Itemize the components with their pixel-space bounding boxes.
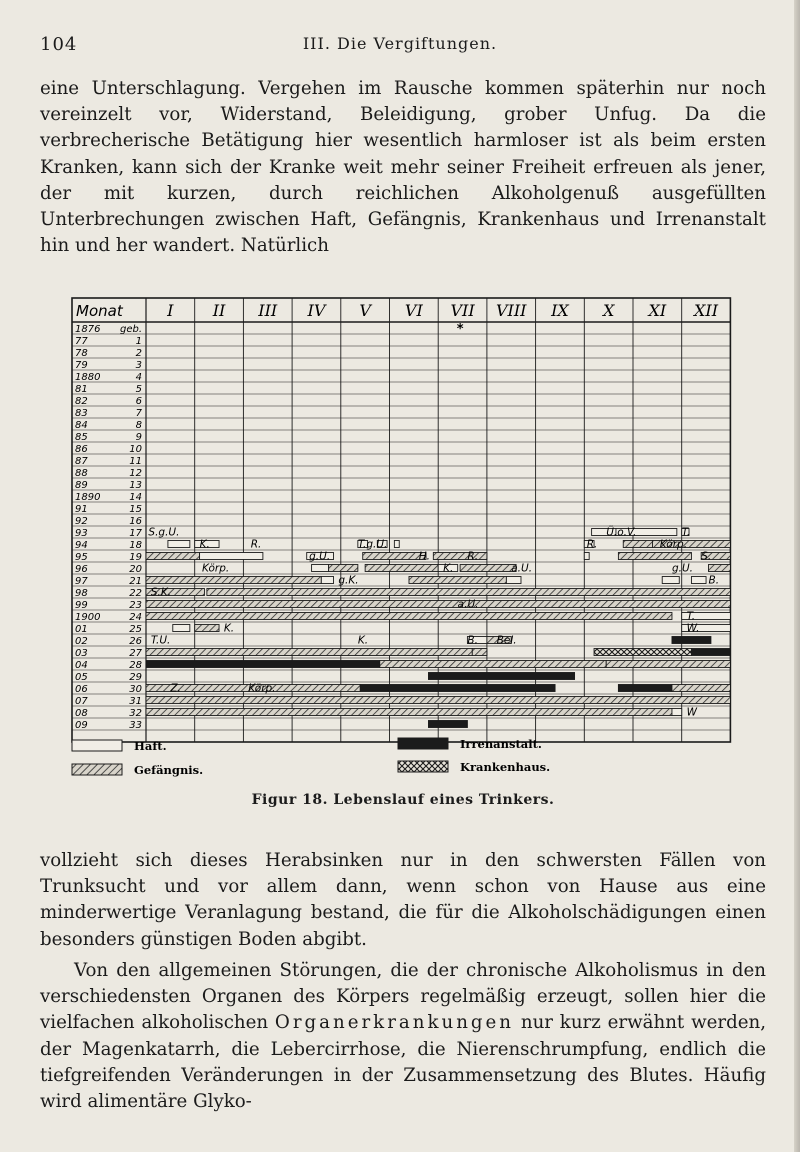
paragraph-3: [40, 958, 766, 1115]
bar-gef: [146, 601, 730, 608]
age-label: 24: [129, 612, 142, 623]
bar-gef: [365, 565, 438, 572]
paragraph-1: eine Unterschlagung. Vergehen im Rausche kommen späterhin nur noch vereinzelt vor, Widerstand, Beleidigung, grober Unfug. Da die verbrecherische Betätigung hier wesentlich harmloser ist als beim ersten Kranken, kann sich der Kranke weit mehr seiner Freiheit erfreuen als jener, der mit kurzen, durch reichlichen Alkoholgenuß ausgefüllten Unterbrechungen zwischen Haft, Gefängnis, Krankenhaus und Irrenanstalt hin und her wandert. Natürlich: [40, 78, 766, 257]
age-label: 32: [129, 708, 142, 719]
year-label: 08: [75, 708, 88, 719]
legend-krankenhaus-swatch: [398, 761, 448, 772]
year-label: 96: [75, 564, 88, 575]
legend-krankenhaus-label: Krankenhaus.: [460, 760, 551, 774]
year-label: 87: [75, 456, 88, 467]
year-label: 92: [75, 516, 88, 527]
year-label: 1900: [75, 612, 101, 623]
bar-haft: [506, 577, 521, 584]
bar-haft: [394, 541, 399, 548]
month-label: V: [359, 301, 371, 320]
bar-kh: [594, 649, 691, 656]
month-label: I: [167, 301, 174, 320]
bar-gef: [606, 661, 730, 668]
age-label: 16: [129, 516, 142, 527]
bar-gef: [195, 625, 219, 632]
month-label: XII: [694, 301, 719, 320]
chart-grid: [72, 298, 730, 742]
age-label: 21: [129, 576, 142, 587]
age-label: 12: [129, 468, 142, 479]
annotation-label: S.K.: [150, 586, 172, 599]
year-label: 99: [75, 600, 88, 611]
annotation-label: g.U.: [671, 562, 693, 575]
year-label: 81: [75, 384, 88, 395]
birth-marker: *: [456, 322, 464, 337]
age-label: 17: [129, 528, 142, 539]
annotation-label: Körp.: [202, 562, 230, 575]
age-label: 8: [135, 420, 142, 431]
annotation-label: K.: [357, 634, 369, 647]
year-label: 95: [75, 552, 88, 563]
year-label: 86: [75, 444, 88, 455]
year-label: 79: [75, 360, 88, 371]
age-label: 3: [135, 360, 142, 371]
bar-haft: [691, 577, 706, 584]
annotation-label: B.: [467, 634, 478, 647]
age-label: 6: [135, 396, 142, 407]
annotation-label: W: [686, 706, 697, 719]
age-label: 23: [129, 600, 142, 611]
year-label: 84: [75, 420, 88, 431]
age-label: 15: [129, 504, 142, 515]
bar-gef: [472, 649, 487, 656]
annotation-label: K.: [223, 622, 235, 635]
bar-haft: [312, 565, 329, 572]
page-number: 104: [40, 34, 78, 55]
age-label: 25: [129, 624, 142, 635]
annotation-label: B.: [708, 574, 720, 587]
year-label: 1890: [75, 492, 101, 503]
bar-gef: [409, 577, 506, 584]
bar-gef: [146, 649, 472, 656]
age-label: 28: [129, 660, 142, 671]
bar-irr: [360, 685, 555, 692]
page-header: [40, 34, 760, 58]
annotation-label: Körp.: [659, 538, 688, 551]
bar-gef: [207, 589, 731, 596]
age-label: 9: [135, 432, 142, 443]
year-label: 83: [75, 408, 88, 419]
year-label: 01: [75, 624, 88, 635]
month-header-label: Monat: [76, 302, 123, 320]
bar-gef: [460, 565, 516, 572]
age-label: 14: [129, 492, 142, 503]
year-label: 85: [75, 432, 88, 443]
year-label: 05: [75, 672, 88, 683]
annotation-label: T.: [681, 526, 691, 539]
paragraph-2: vollzieht sich dieses Herabsinken nur in den schwersten Fällen von Trunksucht und vor allem dann, wenn schon von Hause aus eine minderwertige Veranlagung bestand, die für die Alkoholschädigungen einen besonders günstigen Boden abgibt.: [40, 850, 766, 950]
bar-gef: [708, 565, 730, 572]
age-label: 29: [129, 672, 142, 683]
year-label: 91: [75, 504, 88, 515]
bar-irr: [691, 649, 730, 656]
bar-irr: [618, 685, 672, 692]
bar-haft: [662, 577, 679, 584]
age-label: geb.: [119, 324, 142, 335]
chart-legend: [72, 737, 550, 777]
age-label: 4: [135, 372, 142, 383]
year-label: 94: [75, 540, 88, 551]
paragraph-3-emphasis: Organerkrankungen: [274, 1012, 515, 1034]
year-label: 77: [75, 336, 88, 347]
table-frame: [72, 298, 730, 742]
annotation-label: a.U.: [511, 562, 533, 575]
age-label: 5: [135, 384, 142, 395]
month-label: IX: [551, 301, 569, 320]
year-label: 93: [75, 528, 88, 539]
year-label: 02: [75, 636, 88, 647]
age-label: 30: [129, 684, 142, 695]
year-label: 88: [75, 468, 88, 479]
bar-gef: [672, 685, 730, 692]
annotation-label: Z.: [170, 682, 181, 695]
annotation-label: H.: [418, 550, 430, 563]
bar-gef: [623, 541, 652, 548]
bar-gef: [146, 709, 672, 716]
year-label: 89: [75, 480, 88, 491]
age-label: 19: [129, 552, 142, 563]
annotation-label: a.U.: [457, 598, 479, 611]
age-label: 18: [129, 540, 142, 551]
age-label: 22: [129, 588, 142, 599]
legend-gefaengnis-swatch: [72, 764, 122, 775]
bar-gef: [146, 697, 730, 704]
bar-gef: [433, 553, 487, 560]
legend-irrenanstalt-swatch: [398, 738, 448, 749]
annotation-label: Körp.: [248, 682, 276, 695]
bar-gef: [380, 661, 606, 668]
age-label: 33: [129, 720, 142, 731]
bar-irr: [672, 637, 711, 644]
bar-irr: [428, 721, 467, 728]
year-label: 1880: [75, 372, 101, 383]
age-label: 1: [135, 336, 142, 347]
month-label: IV: [307, 301, 326, 320]
bar-gef: [363, 553, 426, 560]
age-label: 10: [129, 444, 142, 455]
bar-haft: [584, 553, 589, 560]
year-label: 1876: [75, 324, 101, 335]
legend-haft-label: Haft.: [134, 739, 167, 753]
annotation-label: S.g.U.: [148, 526, 180, 539]
year-label: 82: [75, 396, 88, 407]
bar-gef: [146, 553, 200, 560]
bar-irr: [428, 673, 574, 680]
year-label: 98: [75, 588, 88, 599]
annotation-label: S.: [701, 550, 712, 563]
figure-caption: Figur 18. Lebenslauf eines Trinkers.: [251, 792, 555, 808]
annotation-label: g.K.: [338, 574, 359, 587]
annotation-label: R.: [250, 538, 262, 551]
annotation-label: T.g.U.: [357, 538, 388, 551]
age-label: 26: [129, 636, 142, 647]
bar-gef: [146, 577, 321, 584]
bar-haft: [200, 553, 263, 560]
bar-haft: [672, 709, 682, 716]
bar-gef: [329, 565, 358, 572]
life-course-figure: [60, 292, 740, 782]
legend-irrenanstalt-label: Irrenanstalt.: [460, 737, 542, 751]
annotation-label: K.: [443, 562, 454, 575]
legend-haft-swatch: [72, 740, 122, 751]
annotation-label: Ü.o.V.: [606, 526, 637, 539]
month-label: XI: [648, 301, 667, 320]
annotation-label: W.: [686, 622, 700, 635]
annotation-label: R.: [586, 538, 598, 551]
annotation-label: R.: [467, 550, 479, 563]
month-label: VIII: [495, 301, 527, 320]
year-label: 03: [75, 648, 88, 659]
bar-gef: [618, 553, 691, 560]
paragraph-3-start: Von den allgemeinen Störungen, die der chronische Alkoholismus in den verschiedensten Organen des Körpers regelmäßig erzeugt, sollen hier die vielfachen alkoholischen: [40, 960, 766, 1034]
month-label: VI: [404, 301, 423, 320]
bar-haft: [173, 625, 190, 632]
year-label: 09: [75, 720, 88, 731]
page-edge: [794, 0, 800, 1152]
age-label: 2: [135, 348, 142, 359]
bar-gef: [146, 613, 672, 620]
bar-irr: [146, 661, 380, 668]
month-label: VII: [450, 301, 475, 320]
annotation-label: T.: [686, 610, 696, 623]
year-label: 07: [75, 696, 88, 707]
legend-gefaengnis-label: Gefängnis.: [134, 763, 204, 777]
month-label: III: [258, 301, 278, 320]
annotation-label: Bel.: [496, 634, 517, 647]
year-label: 04: [75, 660, 88, 671]
bar-haft: [168, 541, 190, 548]
annotation-label: T.U.: [150, 634, 171, 647]
age-label: 11: [129, 456, 142, 467]
year-label: 78: [75, 348, 88, 359]
month-label: X: [602, 301, 615, 320]
paragraph-3-end: nur kurz erwähnt werden, der Magenkatarrh, die Lebercirrhose, die Nierenschrumpfung, endlich die tiefgreifenden Veränderungen in der Zusammensetzung des Blutes. Häufig wird alimentäre Glyko-: [40, 1012, 766, 1113]
running-head: III. Die Vergiftungen.: [302, 34, 498, 53]
month-label: II: [212, 301, 226, 320]
age-label: 7: [135, 408, 142, 419]
age-label: 20: [129, 564, 142, 575]
bar-haft: [321, 577, 333, 584]
year-label: 97: [75, 576, 88, 587]
age-label: 27: [129, 648, 142, 659]
age-label: 31: [129, 696, 142, 707]
year-label: 06: [75, 684, 88, 695]
annotation-label: K.: [199, 538, 210, 551]
age-label: 13: [129, 480, 142, 491]
annotation-label: g.U.: [309, 550, 331, 563]
